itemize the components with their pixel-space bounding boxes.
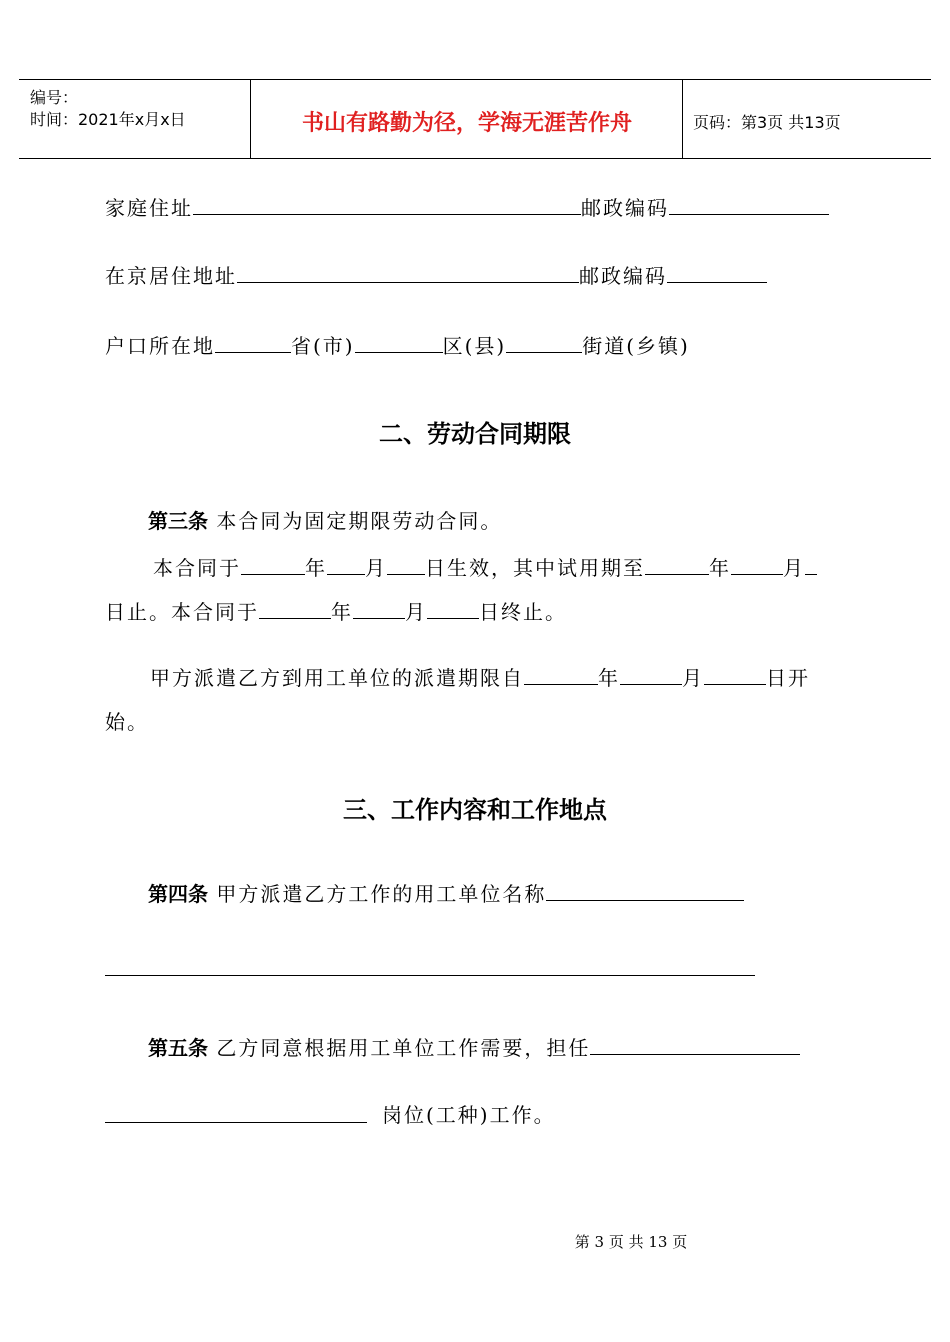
- district-label: 区(县): [442, 334, 507, 358]
- page-header: [19, 79, 931, 159]
- contract-period-line2: [105, 596, 567, 625]
- start-year-blank[interactable]: [241, 554, 305, 575]
- end-year-blank[interactable]: [259, 598, 331, 619]
- street-label: 街道(乡镇): [582, 334, 690, 358]
- article5-post-text: 岗位(工种)工作。: [382, 1103, 556, 1127]
- article4-text: 甲方派遣乙方工作的用工单位名称: [216, 882, 547, 906]
- time-label: 时间：2021年x月x日: [30, 110, 186, 129]
- dispatch-period-line2: 始。: [105, 710, 149, 734]
- home-address-blank[interactable]: [193, 194, 581, 215]
- employer-name-blank-line2[interactable]: [105, 975, 755, 976]
- header-meta-cell: [19, 80, 251, 158]
- header-page-cell: [683, 80, 931, 158]
- number-label: 编号：: [30, 88, 79, 107]
- beijing-address-blank[interactable]: [237, 262, 579, 283]
- postcode-blank-2[interactable]: [667, 262, 767, 283]
- p3-end-text: 日终止。: [479, 600, 567, 624]
- postcode-label-2: 邮政编码: [579, 264, 667, 288]
- p2-year: 年: [305, 556, 327, 580]
- p2-month: 月: [365, 556, 387, 580]
- p3-prefix: 日止。本合同于: [105, 600, 259, 624]
- position-blank[interactable]: [590, 1034, 800, 1055]
- province-label: 省(市): [291, 334, 355, 358]
- dispatch-day-blank[interactable]: [704, 664, 766, 685]
- p4-day-text: 日开: [766, 666, 810, 690]
- province-blank[interactable]: [215, 332, 291, 353]
- trial-month-blank[interactable]: [731, 554, 783, 575]
- start-day-blank[interactable]: [387, 554, 425, 575]
- article5-label: 第五条: [148, 1036, 208, 1060]
- motto-text: 书山有路勤为径，学海无涯苦作舟: [301, 111, 632, 136]
- section2-title: 二、劳动合同期限: [379, 420, 571, 448]
- p2-year2: 年: [709, 556, 731, 580]
- p4-month: 月: [682, 666, 704, 690]
- dispatch-period-line1: [150, 662, 810, 691]
- end-day-blank[interactable]: [427, 598, 479, 619]
- beijing-address-label: 在京居住地址: [105, 264, 237, 288]
- p2-effect-text: 日生效，其中试用期至: [425, 556, 645, 580]
- home-address-label: 家庭住址: [105, 196, 193, 220]
- p2-prefix: 本合同于: [153, 556, 241, 580]
- dispatch-month-blank[interactable]: [620, 664, 682, 685]
- article3-label: 第三条: [148, 509, 208, 533]
- trial-year-blank[interactable]: [645, 554, 709, 575]
- street-blank[interactable]: [506, 332, 582, 353]
- page-footer: 第 3 页 共 13 页: [574, 1233, 688, 1251]
- article3: [148, 505, 502, 534]
- postcode-blank-1[interactable]: [669, 194, 829, 215]
- article4-label: 第四条: [148, 882, 208, 906]
- p4-year: 年: [598, 666, 620, 690]
- dispatch-year-blank[interactable]: [524, 664, 598, 685]
- article4: [148, 878, 744, 907]
- p3-month: 月: [405, 600, 427, 624]
- p3-year: 年: [331, 600, 353, 624]
- start-month-blank[interactable]: [327, 554, 365, 575]
- hukou-label: 户口所在地: [105, 334, 215, 358]
- p4-prefix: 甲方派遣乙方到用工单位的派遣期限自: [150, 666, 524, 690]
- district-blank[interactable]: [355, 332, 443, 353]
- beijing-address-row: [105, 260, 767, 289]
- position-blank-line2[interactable]: [105, 1122, 367, 1123]
- section3-title: 三、工作内容和工作地点: [343, 796, 607, 824]
- end-month-blank[interactable]: [353, 598, 405, 619]
- employer-name-blank[interactable]: [546, 880, 744, 901]
- home-address-row: [105, 192, 829, 221]
- hukou-row: [105, 330, 690, 359]
- postcode-label-1: 邮政编码: [581, 196, 669, 220]
- article5: [148, 1032, 800, 1061]
- p2-month2: 月: [783, 556, 805, 580]
- contract-period-line1: [153, 552, 817, 581]
- page-info: 页码：第3页 共13页: [693, 113, 841, 132]
- header-motto-cell: [251, 80, 683, 158]
- article3-text: 本合同为固定期限劳动合同。: [216, 509, 503, 533]
- article5-text: 乙方同意根据用工单位工作需要，担任: [216, 1036, 591, 1060]
- trial-day-blank[interactable]: [805, 554, 817, 575]
